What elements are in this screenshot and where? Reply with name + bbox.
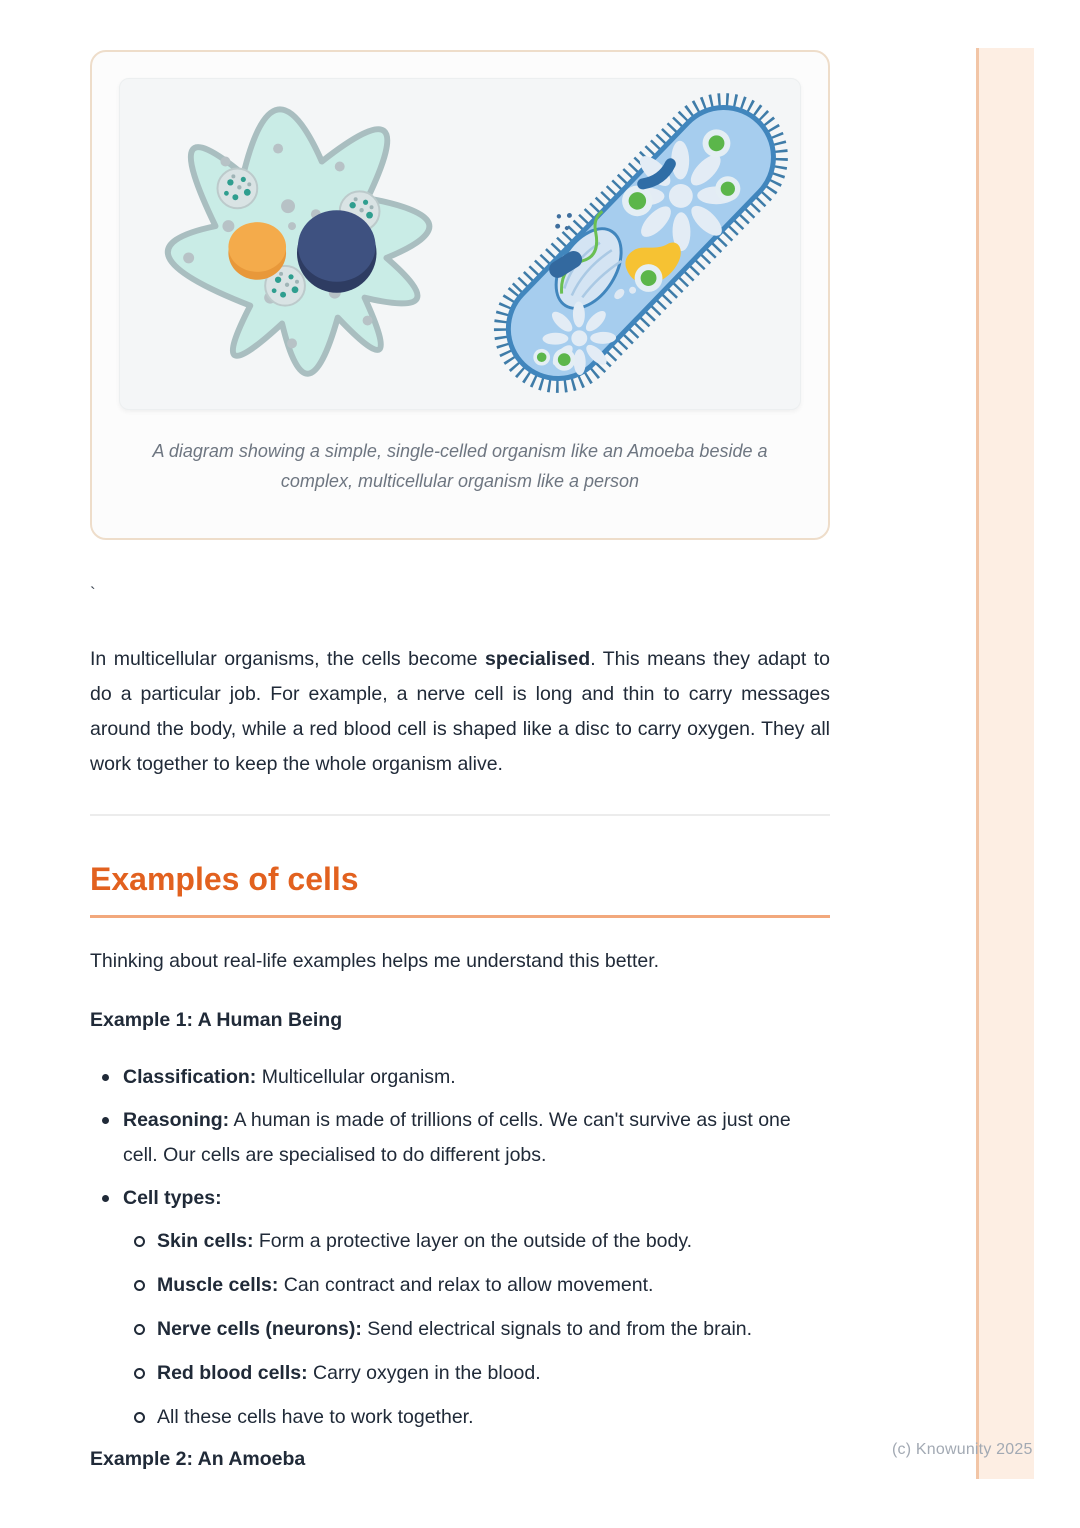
example1-heading: Example 1: A Human Being [90, 1009, 343, 1031]
page-edge-strip [976, 48, 1034, 1479]
figure-image-panel [119, 78, 801, 410]
list-item-text: A human is made of trillions of cells. We can't survive as just one cell. Our cells are specialised to do different jobs. [123, 1109, 791, 1166]
paramecium-illustration [461, 79, 800, 409]
list-item-text: Form a protective layer on the outside of the body. [253, 1230, 693, 1252]
cells-illustration [120, 79, 800, 409]
figure-card [90, 50, 830, 540]
cell-types-list [123, 1224, 830, 1435]
copyright-watermark: (c) Knowunity 2025 [892, 1441, 1033, 1458]
list-item-reasoning [123, 1103, 830, 1173]
list-item-term: Nerve cells (neurons): [157, 1318, 362, 1340]
list-item-term: Cell types: [123, 1187, 222, 1209]
figure-caption: A diagram showing a simple, single-celled organism like an Amoeba beside a complex, multicellular organism like a person [152, 441, 768, 491]
list-item-skin-cells [157, 1224, 830, 1259]
intro-paragraph [90, 642, 830, 782]
intro-text-start: In multicellular organisms, the cells become [90, 648, 486, 670]
section-divider [90, 814, 830, 816]
list-item-text: Send electrical signals to and from the brain. [361, 1318, 753, 1340]
list-item-term: Reasoning: [123, 1109, 230, 1131]
intro-text-end: . This means they adapt to do a particular job. For example, a nerve cell is long and thin to carry messages around the body, while a red blood cell is shaped like a disc to carry oxygen. They all work together to keep the whole organism alive. [90, 648, 830, 775]
list-item-cell-types [123, 1181, 830, 1435]
list-item-term: Classification: [123, 1066, 257, 1088]
list-item-classification [123, 1060, 830, 1095]
list-item-term: Skin cells: [157, 1230, 254, 1252]
list-item-text: Can contract and relax to allow movement. [278, 1274, 654, 1296]
list-item-text: All these cells have to work together. [157, 1406, 474, 1428]
list-item-term: Muscle cells: [157, 1274, 279, 1296]
list-item-red-blood-cells [157, 1356, 830, 1391]
note-content [90, 50, 830, 1473]
list-item-term: Red blood cells: [157, 1362, 308, 1384]
section-title: Examples of cells [90, 860, 830, 918]
section-intro: Thinking about real-life examples helps me understand this better. [90, 950, 660, 972]
list-item-text: Carry oxygen in the blood. [307, 1362, 541, 1384]
list-item-work-together [157, 1400, 830, 1435]
stray-backtick: ` [90, 584, 96, 603]
amoeba-illustration [168, 109, 430, 373]
list-item-muscle-cells [157, 1268, 830, 1303]
list-item-text: Multicellular organism. [256, 1066, 456, 1088]
list-item-nerve-cells [157, 1312, 830, 1347]
intro-bold-term: specialised [485, 648, 591, 670]
example1-list [90, 1060, 830, 1435]
example2-heading: Example 2: An Amoeba [90, 1448, 306, 1470]
